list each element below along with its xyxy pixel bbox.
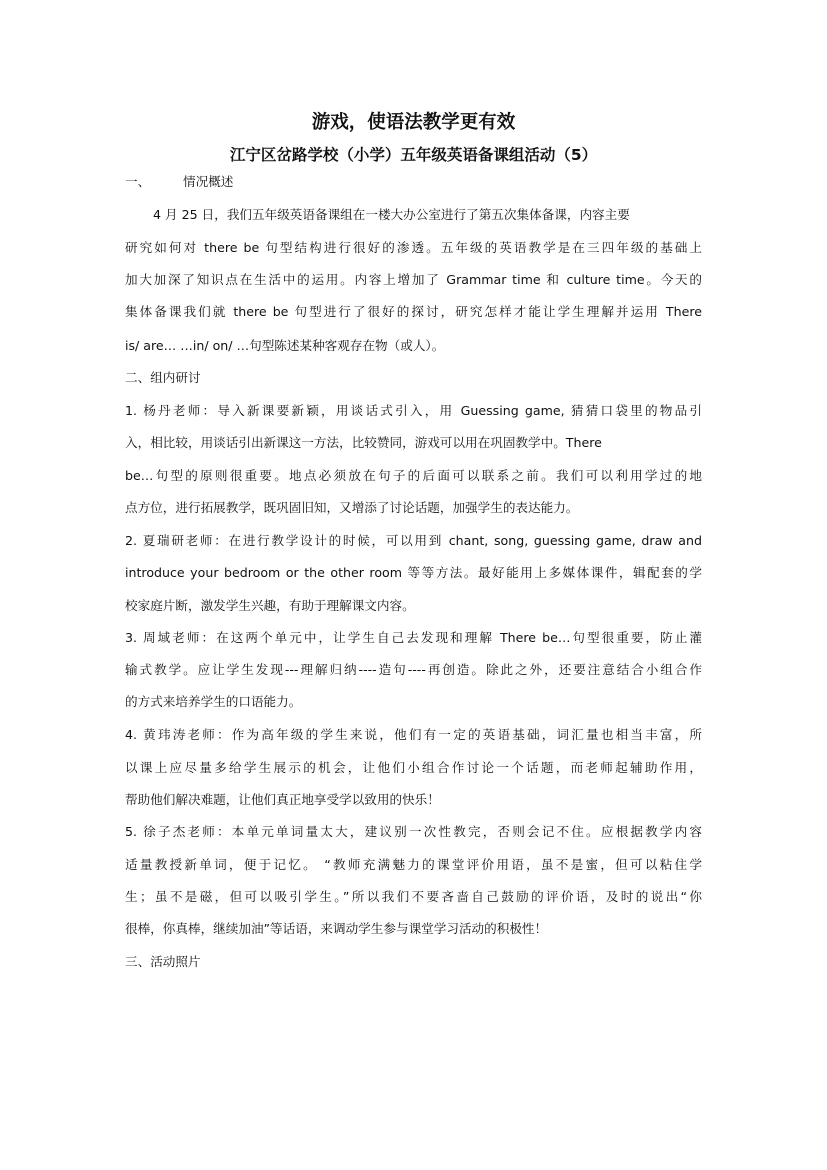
list-item-line: 2. 夏瑞研老师：在进行教学设计的时候，可以用到 chant, song, guessing game, draw and	[125, 533, 702, 548]
document-title: 游戏，使语法教学更有效	[311, 112, 516, 133]
paragraph-line: 研究如何对 there be 句型结构进行很好的渗透。五年级的英语教学是在三四年级的基础上	[125, 240, 702, 255]
list-item-line: 的方式来培养学生的口语能力。	[125, 694, 302, 709]
list-item-line: 点方位，进行拓展教学，既巩固旧知，又增添了讨论话题，加强学生的表达能力。	[125, 500, 579, 515]
section-3-heading: 三、活动照片	[125, 954, 201, 969]
list-item-line: 输式教学。应让学生发现---理解归纳----造句----再创造。除此之外，还要注意结合小组合作	[125, 662, 702, 677]
list-item-line: 1. 杨丹老师：导入新课要新颖，用谈话式引入，用 Guessing game, 猜猜口袋里的物品引	[125, 403, 702, 418]
list-item-line: 校家庭片断，激发学生兴趣，有助于理解课文内容。	[125, 598, 415, 613]
section-1-heading	[125, 172, 233, 192]
paragraph-line: 集体备课我们就 there be 句型进行了很好的探讨，研究怎样才能让学生理解并运用 There	[125, 304, 702, 319]
list-item-line: 生；虽不是磁，但可以吸引学生。”所以我们不要吝啬自己鼓励的评价语，及时的说出“你	[125, 889, 702, 904]
list-item-line: 以课上应尽量多给学生展示的机会，让他们小组合作讨论一个话题，而老师起辅助作用，	[125, 760, 702, 775]
list-item-line: 3. 周域老师：在这两个单元中，让学生自己去发现和理解 There be…句型很重要，防止灌	[125, 630, 702, 645]
paragraph-line: 加大加深了知识点在生活中的运用。内容上增加了 Grammar time 和 culture time。今天的	[125, 272, 702, 287]
document-subtitle: 江宁区岔路学校（小学）五年级英语备课组活动（5）	[229, 146, 598, 164]
paragraph-line: 4 月 25 日，我们五年级英语备课组在一楼大办公室进行了第五次集体备课，内容主要	[153, 207, 630, 222]
list-item-line: be…句型的原则很重要。地点必须放在句子的后面可以联系之前。我们可以利用学过的地	[125, 468, 702, 483]
section-2-heading: 二、组内研讨	[125, 370, 201, 385]
section-1-number: 一、	[125, 174, 151, 189]
section-1-title: 情况概述	[183, 174, 234, 189]
list-item-line: 适量教授新单词，便于记忆。 “教师充满魅力的课堂评价用语，虽不是蜜，但可以粘住学	[125, 857, 702, 872]
list-item-line: 5. 徐子杰老师：本单元单词量太大，建议别一次性教完，否则会记不住。应根据教学内容	[125, 824, 702, 839]
list-item-line: 4. 黄玮涛老师：作为高年级的学生来说，他们有一定的英语基础，词汇量也相当丰富，所	[125, 727, 702, 742]
list-item-line: introduce your bedroom or the other room 等等方法。最好能用上多媒体课件，辑配套的学	[125, 565, 702, 580]
list-item-line: 很棒，你真棒，继续加油”等话语，来调动学生参与课堂学习活动的积极性！	[125, 921, 548, 936]
list-item-line: 入，相比较，用谈话引出新课这一方法，比较赞同，游戏可以用在巩固教学中。There	[125, 435, 602, 450]
list-item-line: 帮助他们解决难题，让他们真正地享受学以致用的快乐！	[125, 792, 440, 807]
paragraph-line: is/ are… …in/ on/ …句型陈述某种客观存在物（或人）。	[125, 338, 445, 353]
